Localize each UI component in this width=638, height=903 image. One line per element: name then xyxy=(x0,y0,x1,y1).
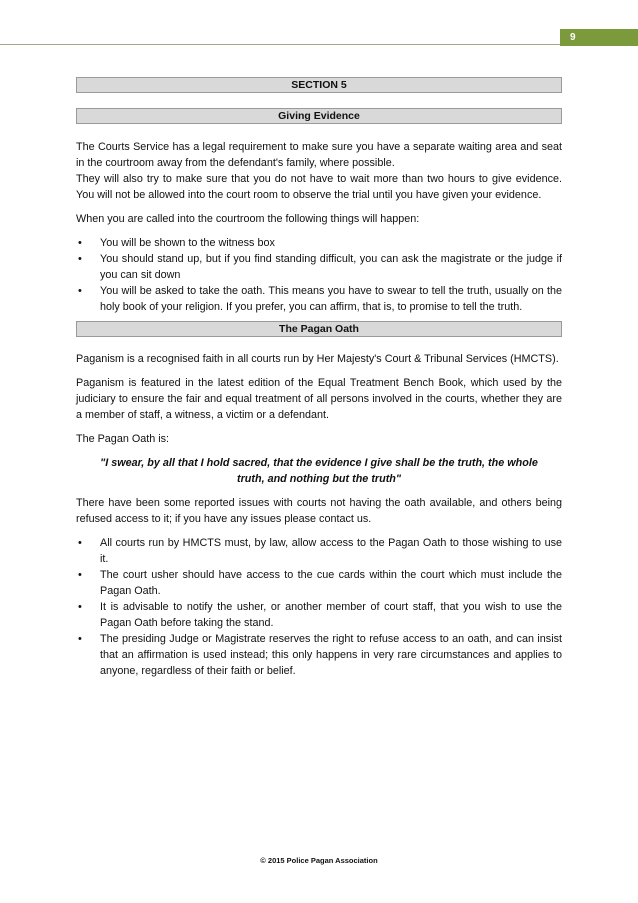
header-rule xyxy=(0,44,560,45)
list-item: • You should stand up, but if you find standing difficult, you can ask the magistrate or the judge if you can sit down xyxy=(76,251,562,283)
pagan-oath-para1: Paganism is a recognised faith in all courts run by Her Majesty's Court & Tribunal Services (HMCTS). xyxy=(76,353,559,365)
pagan-oath-list xyxy=(76,535,562,679)
giving-evidence-para3: When you are called into the courtroom the following things will happen: xyxy=(76,213,420,225)
pagan-oath-para3: The Pagan Oath is: xyxy=(76,433,170,445)
list-item: • You will be asked to take the oath. This means you have to swear to tell the truth, usually on the holy book of your religion. If you prefer, you can affirm, that is, to promise to tell the truth. xyxy=(76,283,562,315)
giving-evidence-para1: The Courts Service has a legal requirement to make sure you have a separate waiting area and seat in the courtroom away from the defendant's family, where possible. xyxy=(76,141,562,169)
page-number: 9 xyxy=(560,29,638,46)
list-item: • All courts run by HMCTS must, by law, allow access to the Pagan Oath to those wishing to use it. xyxy=(76,535,562,567)
pagan-oath-para2: Paganism is featured in the latest edition of the Equal Treatment Bench Book, which used by the judiciary to ensure the fair and equal treatment of all persons involved in the courts, whether they are a member of staff, a witness, a victim or a defendant. xyxy=(76,377,562,421)
pagan-oath-para4: There have been some reported issues with courts not having the oath available, and others being refused access to it; if you have any issues please contact us. xyxy=(76,497,562,525)
footer-copyright: © 2015 Police Pagan Association xyxy=(260,856,378,865)
page-content xyxy=(76,77,562,679)
giving-evidence-heading: Giving Evidence xyxy=(76,108,562,124)
giving-evidence-list xyxy=(76,235,562,315)
giving-evidence-para2: They will also try to make sure that you do not have to wait more than two hours to give evidence. You will not be allowed into the court room to observe the trial until you have given your evidence. xyxy=(76,173,562,201)
pagan-oath-heading: The Pagan Oath xyxy=(76,321,562,337)
list-item: • You will be shown to the witness box xyxy=(76,235,562,251)
list-item: • The presiding Judge or Magistrate reserves the right to refuse access to an oath, and can insist that an affirmation is used instead; this only happens in very rare circumstances and applies to anyone, regardless of their faith or belief. xyxy=(76,631,562,679)
list-item: • It is advisable to notify the usher, or another member of court staff, that you wish to use the Pagan Oath before taking the stand. xyxy=(76,599,562,631)
section-title: SECTION 5 xyxy=(76,77,562,93)
list-item: • The court usher should have access to the cue cards within the court which must include the Pagan Oath. xyxy=(76,567,562,599)
pagan-oath-text: "I swear, by all that I hold sacred, that the evidence I give shall be the truth, the whole truth, and nothing but the truth" xyxy=(100,457,538,485)
